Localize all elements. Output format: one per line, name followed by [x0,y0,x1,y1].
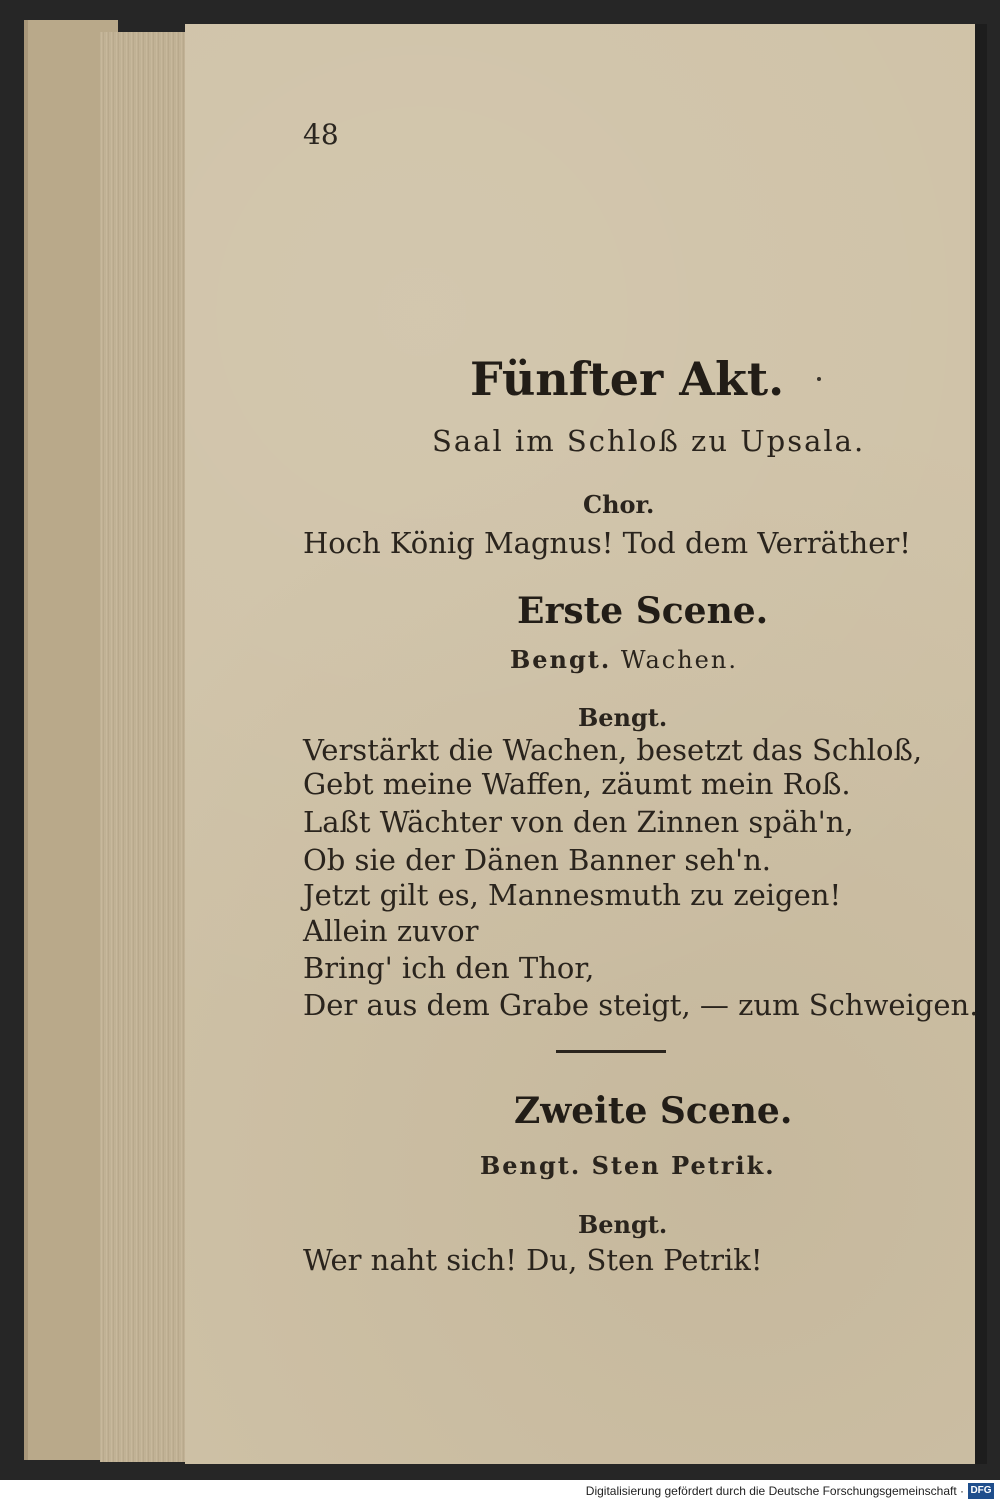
scene-title-1: Erste Scene. [517,590,769,632]
persons-main: Bengt. [510,645,612,674]
footer-credit: Digitalisierung gefördert durch die Deutsche Forschungsgemeinschaft · [585,1484,964,1498]
speaker-bengt-2: Bengt. [578,1210,668,1239]
dfg-logo: DFG [968,1483,994,1499]
stage-setting: Saal im Schloß zu Upsala. [432,424,866,458]
page-shadow-edge [975,24,987,1464]
scene-title-2: Zweite Scene. [514,1090,793,1132]
stray-mark [817,377,821,381]
page-number: 48 [303,118,339,151]
persons-rest: Wachen. [620,646,738,674]
scene-persons-2: Bengt. Sten Petrik. [480,1151,776,1180]
act-title: Fünfter Akt. [470,352,785,406]
speaker-chorus: Chor. [583,490,655,519]
dialogue-line: Wer naht sich! Du, Sten Petrik! [303,1243,763,1277]
verse-line: Ob sie der Dänen Banner seh'n. [303,843,771,877]
verse-line: Allein zuvor [303,914,479,948]
verse-line: Gebt meine Waffen, zäumt mein Roß. [303,767,851,801]
verse-line: Laßt Wächter von den Zinnen späh'n, [303,805,854,839]
page-stack-edges [100,32,190,1462]
verse-line: Verstärkt die Wachen, besetzt das Schloß, [303,733,923,767]
chorus-line: Hoch König Magnus! Tod dem Verräther! [303,526,911,560]
scene-persons-1 [510,645,738,674]
verse-line: Bring' ich den Thor, [303,951,595,985]
verse-line: Jetzt gilt es, Mannesmuth zu zeigen! [303,878,842,912]
scene-divider [556,1050,666,1053]
speaker-bengt-1: Bengt. [578,703,668,732]
verse-line: Der aus dem Grabe steigt, — zum Schweigen. [303,988,979,1022]
